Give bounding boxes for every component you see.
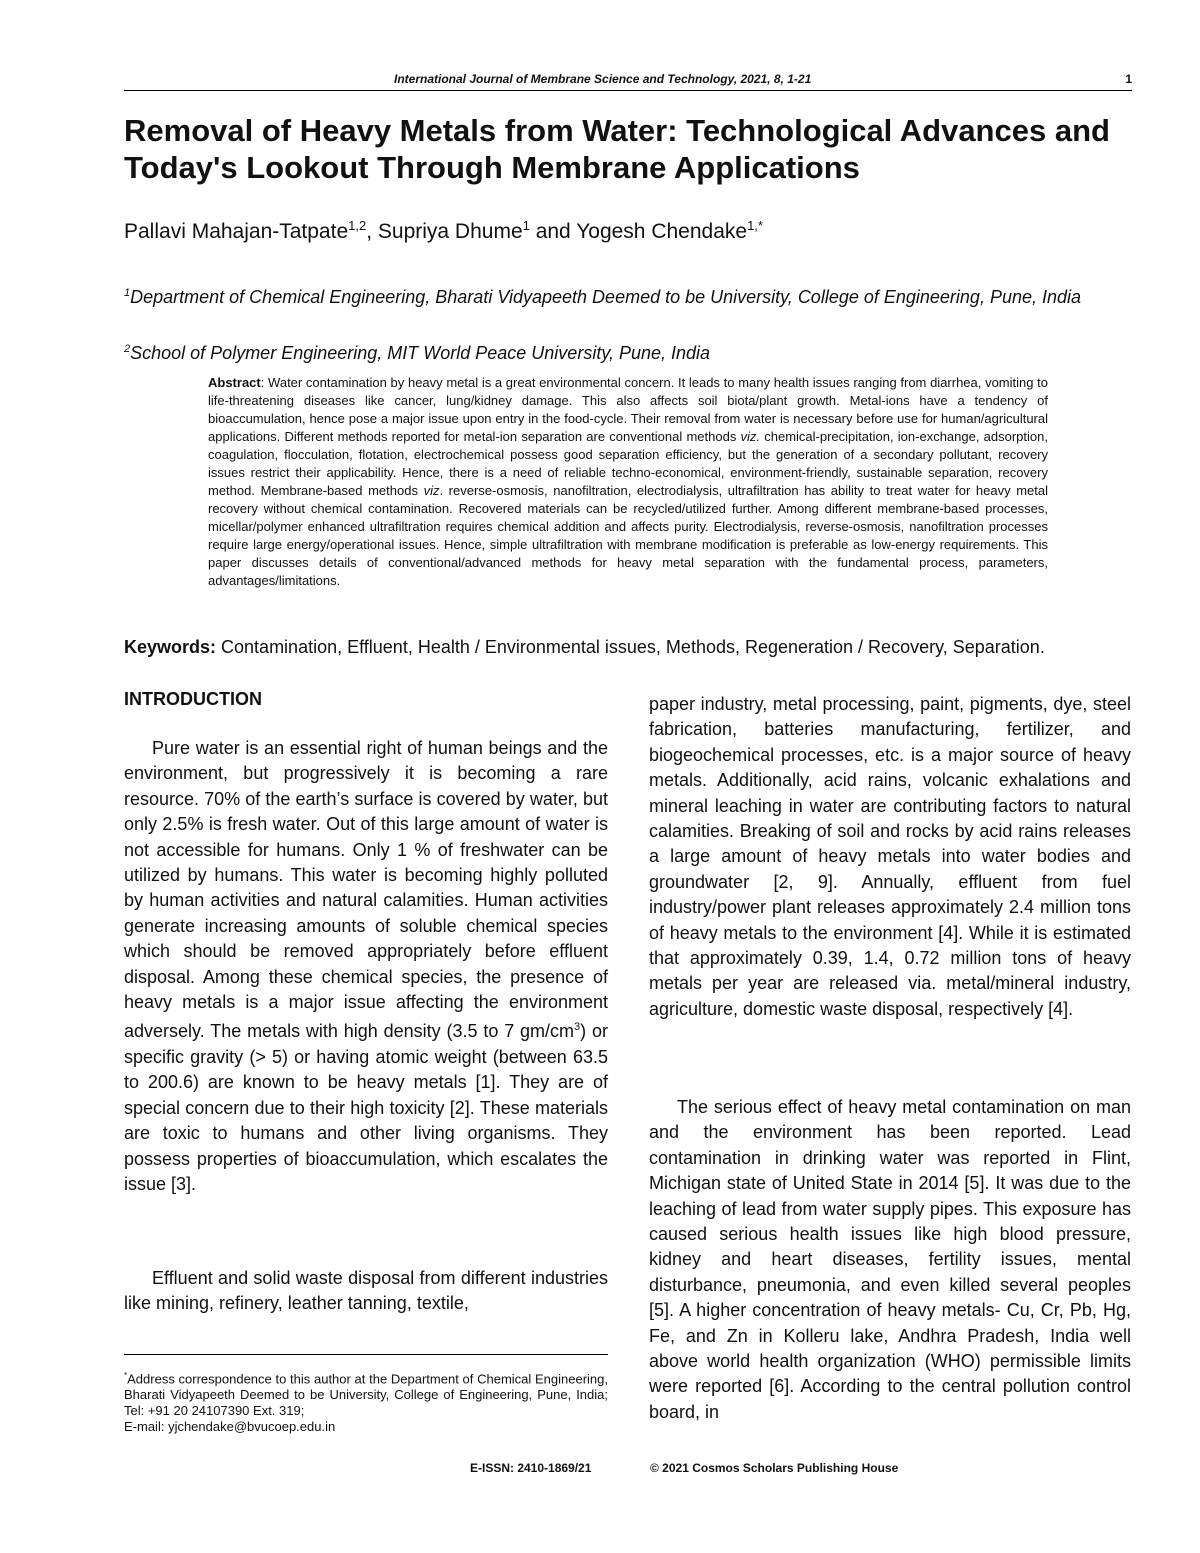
author-name: Pallavi Mahajan-Tatpate — [124, 220, 349, 243]
email-link[interactable]: yjchendake@bvucoep.edu.in — [168, 1419, 336, 1435]
header-divider — [124, 90, 1132, 91]
keywords-label: Keywords: — [124, 637, 217, 657]
paper-title: Removal of Heavy Metals from Water: Technological Advances and Today's Lookout Through Membrane Applications — [124, 113, 1110, 185]
author-list: Pallavi Mahajan-Tatpate$^{1,2}$, Supriya Dhume$^1$ and Yogesh Chendake$^{1,*}$ — [124, 218, 763, 243]
footnote-divider — [124, 1354, 608, 1355]
abstract-label: Abstract — [208, 375, 261, 390]
footer-issn: E-ISSN: 2410-1869/21 — [470, 1461, 592, 1475]
abstract: Abstract: Water contamination by heavy metal is a great environmental concern. It leads to many health issues ranging from diarrhea, vomiting to life-threatening diseases like cancer, lung/kidney damage. This also affects soil biota/plant growth. Metal-ions have a tendency of bioaccumulation, hence pose a major issue upon entry in the food-cycle. Their removal from water is necessary before use for human/agricultural applications. Different methods reported for metal-ion separation are conventional methods viz. chemical-precipitation, ion-exchange, adsorption, coagulation, flocculation, flotation, electrochemical possess good separation efficiency, but the generation of a secondary pollutant, recovery issues restrict their applicability. Hence, there is a need of reliable techno-economical, environment-friendly, sustainable separation, recovery method. Membrane-based methods viz. reverse-osmosis, nanofiltration, electrodialysis, ultrafiltration has ability to treat water for heavy metal recovery without chemical contamination. Recovered materials can be recycled/utilized further. Among different membrane-based processes, micellar/polymer enhanced ultrafiltration requires chemical addition and affects purity. Electrodialysis, reverse-osmosis, nanofiltration processes require large energy/operational issues. Hence, simple ultrafiltration with membrane modification is preferable as low-energy requirements. This paper discusses details of conventional/advanced methods for heavy metal separation with the fundamental process, parameters, advantages/limitations. — [208, 375, 1048, 588]
author-affiliation-mark: 1 — [522, 218, 530, 233]
affiliation-2: $^2$School of Polymer Engineering, MIT World Peace University, Pune, India — [124, 343, 711, 363]
footer-copyright: © 2021 Cosmos Scholars Publishing House — [650, 1461, 899, 1475]
intro-paragraph-1: Pure water is an essential right of human beings and the environment, but progressively it is becoming a rare resource. 70% of the earth’s surface is covered by water, but only 2.5% is fresh water. Out of this large amount of water is not accessible for humans. Only 1 % of freshwater can be utilized by humans. This water is becoming highly polluted by human activities and natural calamities. Human activities generate increasing amounts of soluble chemical species which should be removed appropriately before effluent disposal. Among these chemical species, the presence of heavy metals is a major issue affecting the environment adversely. The metals with high density (3.5 to 7 $gm/cm^3$) or specific gravity (> 5) or having atomic weight (between 63.5 to 200.6) are known to be heavy metals [1]. They are of special concern due to their high toxicity [2]. These materials are toxic to humans and other living organisms. They possess properties of bioaccumulation, which escalates the issue [3]. — [124, 738, 609, 1194]
author-affiliation-mark: 1,2 — [348, 218, 367, 233]
author-name: Supriya Dhume — [377, 220, 523, 243]
intro-paragraph-2: Effluent and solid waste disposal from different industries like mining, refinery, leather tanning, textile, — [124, 1268, 608, 1314]
correspondence-footnote: *Address correspondence to this author at the Department of Chemical Engineering, Bharati Vidyapeeth Deemed to be University, College of Engineering, Pune, India; Tel: +91 20 24107390 Ext. 319; E-mail: yjchendake@bvucoep.edu.in — [124, 1371, 608, 1435]
intro-paragraph-2-continued: paper industry, metal processing, paint, pigments, dye, steel fabrication, batteries manufacturing, fertilizer, and biogeochemical processes, etc. is a major source of heavy metals. Additionally, acid rains, volcanic exhalations and mineral leaching in water are contributing factors to natural calamities. Breaking of soil and rocks by acid rains releases a large amount of heavy metals into water bodies and groundwater [2, 9]. Annually, effluent from fuel industry/power plant releases approximately 2.4 million tons of heavy metals to the environment [4]. While it is estimated that approximately 0.39, 1.4, 0.72 million tons of heavy metals per year are released via. metal/mineral industry, agriculture, domestic waste disposal, respectively [4]. — [649, 694, 1131, 1019]
keywords: Keywords: Contamination, Effluent, Health / Environmental issues, Methods, Regeneration / Recovery, Separation. — [124, 637, 1045, 657]
page-number: 1 — [1125, 72, 1132, 86]
author-name: Yogesh Chendake — [576, 220, 748, 243]
affiliation-1: $^1$Department of Chemical Engineering, Bharati Vidyapeeth Deemed to be University, College of Engineering, Pune, India — [124, 287, 1082, 307]
author-affiliation-mark: 1,* — [747, 218, 763, 233]
journal-citation: International Journal of Membrane Science and Technology, 2021, 8, 1-21 — [394, 72, 812, 86]
intro-paragraph-3: The serious effect of heavy metal contamination on man and the environment has been reported. Lead contamination in drinking water was reported in Flint, Michigan state of United State in 2014 [5]. It was due to the leaching of lead from water supply pipes. This exposure has caused serious health issues like high blood pressure, kidney and heart diseases, fertility issues, mental disturbance, pneumonia, and even killed several peoples [5]. A higher concentration of heavy metals- Cu, Cr, Pb, Hg, Fe, and Zn in Kolleru lake, Andhra Pradesh, India well above world health organization (WHO) permissible limits were reported [6]. According to the central pollution control board, in — [649, 1097, 1131, 1422]
section-heading-introduction: INTRODUCTION — [124, 689, 262, 709]
